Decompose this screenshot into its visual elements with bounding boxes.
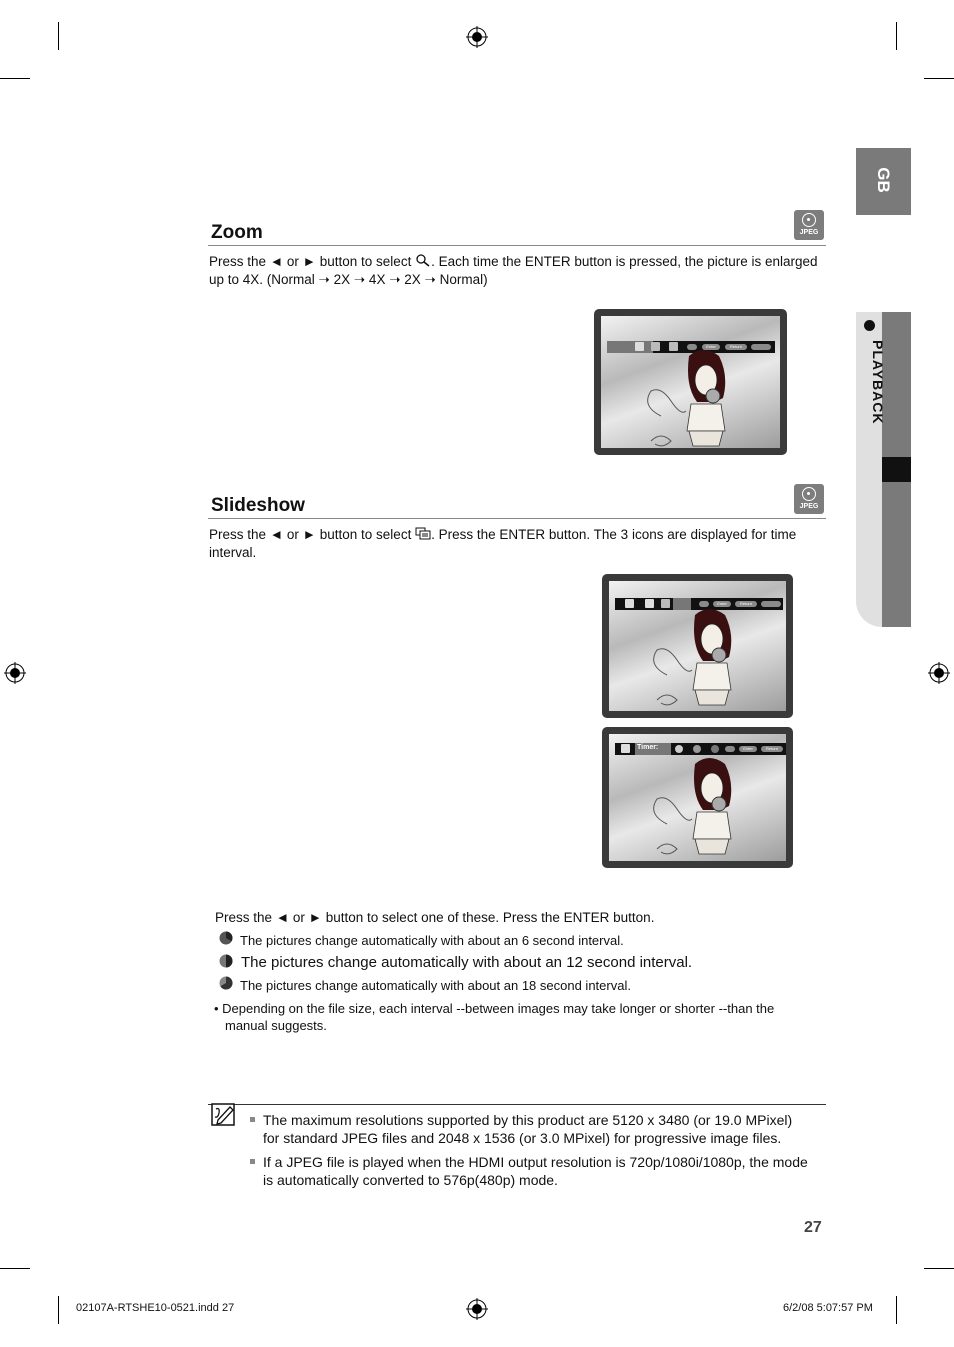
timer-screenshot — [602, 727, 793, 868]
note-rule — [208, 1104, 826, 1105]
crop-mark — [58, 22, 59, 50]
slideshow-heading: Slideshow — [211, 495, 305, 516]
note-bullet-icon — [250, 1159, 255, 1164]
timer-6s-icon — [675, 745, 683, 753]
rotate-icon — [625, 599, 634, 608]
crop-mark — [924, 78, 954, 79]
section-tab-marker — [882, 457, 911, 482]
crop-mark — [58, 1296, 59, 1324]
slideshow-text-end: . Press the ENTER button. The 3 icons are displayed for time interval. — [209, 527, 797, 560]
registration-mark-icon — [4, 662, 26, 684]
interval-note-cont: manual suggests. — [225, 1018, 327, 1033]
registration-mark-icon — [928, 662, 950, 684]
crop-mark — [0, 1268, 30, 1269]
osd-return: Return — [735, 601, 757, 607]
registration-mark-icon — [466, 26, 488, 48]
slideshow-description — [209, 526, 829, 562]
interval-note: • Depending on the file size, each interval --between images may take longer or shorter --than the — [214, 1001, 775, 1016]
slideshow-text-start: Press the ◄ or ► button to select — [209, 527, 412, 542]
note-1-line2: for standard JPEG files and 2048 x 1536 (or 3.0 MPixel) for progressive image files. — [263, 1130, 782, 1146]
osd-enter: Enter — [739, 746, 757, 752]
language-tab — [856, 148, 911, 215]
slideshow-screenshot — [602, 574, 793, 718]
zoom-screenshot — [594, 309, 787, 455]
zoom-heading: Zoom — [211, 222, 263, 243]
timer-12s-icon — [693, 745, 701, 753]
screenshot-picture — [609, 581, 786, 711]
note-2-line1: If a JPEG file is played when the HDMI output resolution is 720p/1080i/1080p, the mode — [263, 1154, 808, 1170]
slideshow-icon — [415, 527, 431, 540]
interval-option-12s: The pictures change automatically with about an 12 second interval. — [241, 954, 693, 971]
crop-mark — [0, 78, 30, 79]
cartoon-girl-illustration — [631, 346, 780, 448]
zoom-magnifier-icon — [415, 254, 431, 267]
timer-12s-icon — [219, 954, 233, 968]
slideshow-icon — [621, 744, 630, 753]
osd-return: Return — [761, 746, 783, 752]
screenshot-picture — [609, 734, 786, 861]
osd-timer-label: Timer: — [637, 744, 659, 751]
crop-mark — [896, 22, 897, 50]
heading-rule — [208, 245, 826, 246]
note-bullet-icon — [250, 1117, 255, 1122]
osd-return: Return — [725, 344, 747, 350]
timer-18s-icon — [219, 976, 233, 990]
zoom-text-end: . Each time the ENTER button is pressed, the picture is enlarged up to 4X. (Normal ➝ 2X ➝ 4X ➝ 2X ➝ Normal) — [209, 254, 818, 287]
note-1-line1: The maximum resolutions supported by this product are 5120 x 3480 (or 19.0 MPixel) — [263, 1112, 793, 1128]
crop-mark — [924, 1268, 954, 1269]
timer-18s-icon — [711, 745, 719, 753]
language-tab-label: GB — [874, 167, 893, 193]
cartoon-girl-illustration — [637, 605, 786, 711]
jpeg-badge — [794, 484, 824, 514]
section-bullet-icon — [864, 320, 875, 331]
footer-file: 02107A-RTSHE10-0521.indd 27 — [76, 1302, 235, 1314]
footer-date: 6/2/08 5:07:57 PM — [783, 1302, 873, 1314]
osd-arrow-pill — [725, 746, 735, 752]
crop-mark — [896, 1296, 897, 1324]
interval-option-6s: The pictures change automatically with about an 6 second interval. — [240, 933, 624, 948]
interval-intro: Press the ◄ or ► button to select one of these. Press the ENTER button. — [215, 910, 655, 925]
section-tab-label: PLAYBACK — [870, 340, 886, 425]
jpeg-badge-label: JPEG — [799, 229, 819, 236]
osd-enter: Enter — [702, 344, 720, 350]
page-number: 27 — [804, 1219, 822, 1236]
heading-rule — [208, 518, 826, 519]
note-2-line2: is automatically converted to 576p(480p) mode. — [263, 1172, 558, 1188]
timer-6s-icon — [219, 931, 233, 945]
screenshot-picture — [601, 316, 780, 448]
disc-icon — [802, 487, 816, 501]
osd-enter: Enter — [713, 601, 731, 607]
interval-option-18s: The pictures change automatically with about an 18 second interval. — [240, 978, 631, 993]
zoom-description — [209, 253, 829, 289]
disc-icon — [802, 213, 816, 227]
jpeg-badge-label: JPEG — [799, 503, 819, 510]
registration-mark-icon — [466, 1298, 488, 1320]
zoom-text-start: Press the ◄ or ► button to select — [209, 254, 412, 269]
jpeg-badge — [794, 210, 824, 240]
note-pencil-icon — [211, 1103, 237, 1127]
cartoon-girl-illustration — [637, 754, 786, 861]
